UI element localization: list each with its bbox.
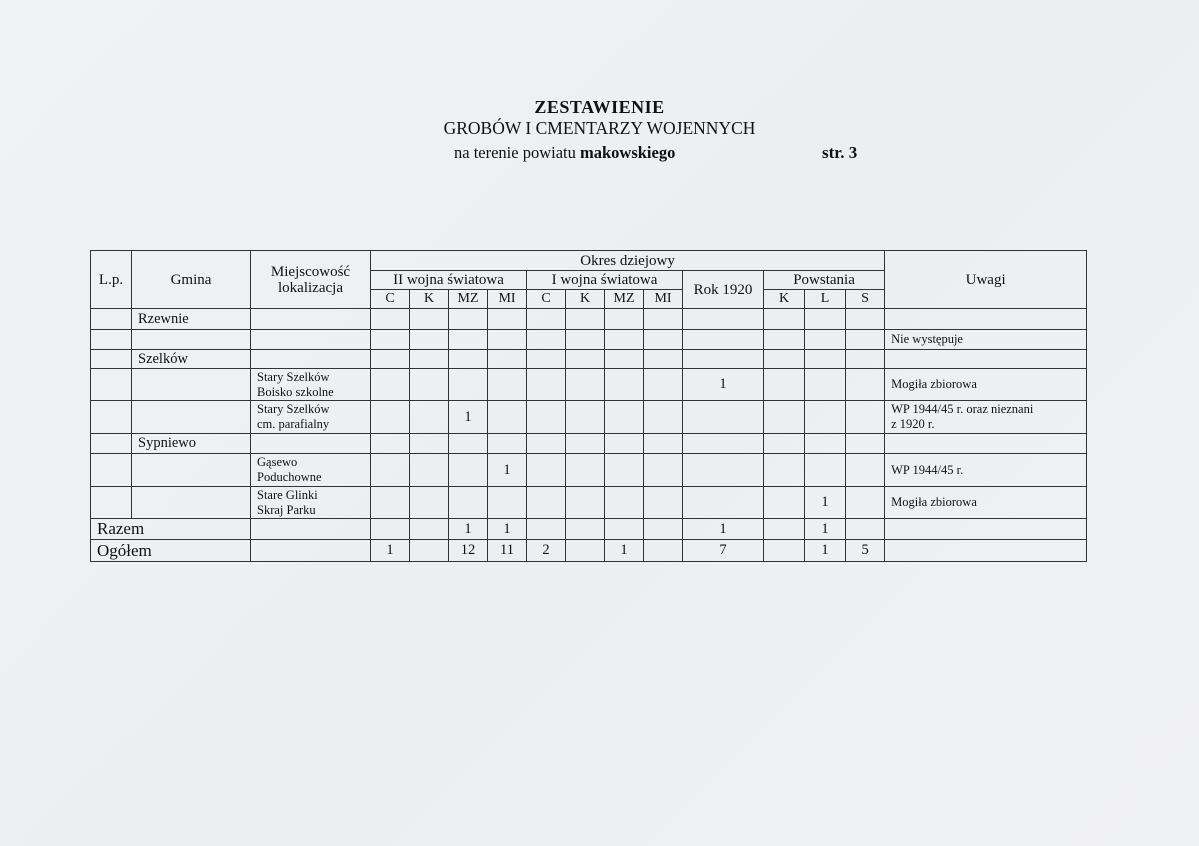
cell-count — [605, 330, 644, 350]
cell-count: 1 — [683, 369, 764, 401]
cell-count — [805, 350, 846, 369]
cell-gmina: Szelków — [132, 350, 251, 369]
cell-count — [371, 350, 410, 369]
cell-lp — [91, 369, 132, 401]
location-line1: Stary Szelków — [257, 369, 330, 384]
uwagi-line1: WP 1944/45 r. oraz nieznani — [891, 402, 1034, 416]
ogolem-count — [644, 540, 683, 562]
uwagi-line1: Mogiła zbiorowa — [891, 377, 977, 391]
cell-count — [683, 350, 764, 369]
cell-count — [644, 454, 683, 487]
cell-count — [527, 434, 566, 454]
table-row — [91, 434, 1087, 454]
cell-count — [566, 350, 605, 369]
cell-lp — [91, 330, 132, 350]
location-line2: cm. parafialny — [257, 417, 330, 431]
uwagi-line2: z 1920 r. — [891, 417, 935, 431]
cell-count — [605, 434, 644, 454]
location-line2: Skraj Parku — [257, 502, 316, 517]
cell-count — [410, 401, 449, 434]
cell-count — [527, 454, 566, 487]
cell-uwagi — [885, 540, 1087, 562]
location-line1: Gąsewo — [257, 455, 298, 469]
razem-count — [566, 519, 605, 540]
cell-gmina — [132, 401, 251, 434]
cell-miejscowosc — [251, 369, 371, 401]
razem-count — [846, 519, 885, 540]
location-line2: Boisko szkolne — [257, 384, 334, 399]
header-sub-ww2-mz: MZ — [449, 290, 488, 309]
cell-miejscowosc — [251, 401, 371, 434]
cell-count — [410, 454, 449, 487]
ogolem-count: 11 — [488, 540, 527, 562]
cell-count — [846, 454, 885, 487]
ogolem-count: 1 — [605, 540, 644, 562]
header-sub-ww2-k: K — [410, 290, 449, 309]
cell-count — [683, 309, 764, 330]
cell-count — [410, 434, 449, 454]
ogolem-count: 1 — [371, 540, 410, 562]
cell-count — [449, 454, 488, 487]
cell-count — [371, 487, 410, 519]
cell-count — [566, 309, 605, 330]
cell-count — [410, 309, 449, 330]
area-name: makowskiego — [580, 143, 676, 162]
cell-count — [805, 369, 846, 401]
razem-count — [605, 519, 644, 540]
ogolem-count — [410, 540, 449, 562]
cell-count — [683, 330, 764, 350]
header-miejscowosc — [251, 251, 371, 309]
cell-miejscowosc — [251, 454, 371, 487]
ogolem-count — [566, 540, 605, 562]
uwagi-line1: WP 1944/45 r. — [891, 462, 964, 477]
razem-count — [371, 519, 410, 540]
cell-count — [605, 309, 644, 330]
cell-count: 1 — [805, 487, 846, 519]
cell-count — [605, 369, 644, 401]
cell-count — [371, 369, 410, 401]
razem-row — [91, 519, 1087, 540]
ogolem-row — [91, 540, 1087, 562]
razem-count — [527, 519, 566, 540]
cell-count — [527, 487, 566, 519]
cell-uwagi — [885, 350, 1087, 369]
ogolem-count — [764, 540, 805, 562]
uwagi-line1: Mogiła zbiorowa — [891, 495, 977, 509]
header-sub-ww1-c: C — [527, 290, 566, 309]
cell-count — [488, 309, 527, 330]
cell-count — [846, 309, 885, 330]
cell-uwagi — [885, 519, 1087, 540]
cell-count — [566, 369, 605, 401]
header-uwagi: Uwagi — [885, 251, 1087, 309]
cell-count — [488, 434, 527, 454]
cell-gmina — [132, 330, 251, 350]
graves-table — [90, 250, 1087, 562]
cell-uwagi — [885, 369, 1087, 401]
cell-count — [805, 401, 846, 434]
razem-count — [644, 519, 683, 540]
cell-count — [764, 309, 805, 330]
cell-count — [488, 401, 527, 434]
header-lp: L.p. — [91, 251, 132, 309]
page-number: str. 3 — [822, 143, 858, 162]
cell-miejscowosc — [251, 350, 371, 369]
cell-count — [566, 454, 605, 487]
cell-count — [764, 330, 805, 350]
cell-count — [410, 330, 449, 350]
cell-count — [764, 434, 805, 454]
cell-miejscowosc — [251, 487, 371, 519]
ogolem-count: 7 — [683, 540, 764, 562]
cell-count — [764, 369, 805, 401]
cell-count — [410, 369, 449, 401]
cell-uwagi — [885, 434, 1087, 454]
cell-count — [683, 487, 764, 519]
ogolem-label: Ogółem — [91, 540, 251, 562]
cell-count — [488, 487, 527, 519]
cell-count — [644, 487, 683, 519]
ogolem-count: 1 — [805, 540, 846, 562]
document-area — [454, 143, 675, 163]
table-row — [91, 309, 1087, 330]
cell-count — [644, 434, 683, 454]
uwagi-line1: Nie występuje — [891, 332, 963, 346]
table-row — [91, 330, 1087, 350]
cell-count — [644, 350, 683, 369]
cell-count — [805, 434, 846, 454]
cell-count — [846, 350, 885, 369]
cell-count — [683, 454, 764, 487]
header-powstania: Powstania — [764, 271, 885, 290]
cell-count — [805, 330, 846, 350]
header-ww1: I wojna światowa — [527, 271, 683, 290]
cell-gmina — [132, 487, 251, 519]
razem-count — [410, 519, 449, 540]
header-sub-pow-l: L — [805, 290, 846, 309]
cell-count — [449, 369, 488, 401]
cell-lp — [91, 309, 132, 330]
cell-count — [527, 330, 566, 350]
cell-miejscowosc — [251, 330, 371, 350]
cell-count — [846, 369, 885, 401]
header-sub-ww2-c: C — [371, 290, 410, 309]
header-ww2: II wojna światowa — [371, 271, 527, 290]
cell-count — [683, 434, 764, 454]
cell-gmina — [132, 454, 251, 487]
cell-uwagi — [885, 330, 1087, 350]
header-okres: Okres dziejowy — [371, 251, 885, 271]
header-sub-ww2-mi: MI — [488, 290, 527, 309]
cell-count — [846, 434, 885, 454]
cell-count — [527, 401, 566, 434]
cell-count — [449, 434, 488, 454]
cell-count — [527, 369, 566, 401]
cell-gmina: Rzewnie — [132, 309, 251, 330]
header-miejscowosc-line1: Miejscowość — [270, 263, 351, 280]
razem-count: 1 — [805, 519, 846, 540]
cell-count — [764, 401, 805, 434]
cell-miejscowosc — [251, 519, 371, 540]
header-gmina: Gmina — [132, 251, 251, 309]
ogolem-count: 12 — [449, 540, 488, 562]
cell-lp — [91, 454, 132, 487]
header-rok1920: Rok 1920 — [683, 271, 764, 309]
cell-count — [764, 350, 805, 369]
table-row — [91, 369, 1087, 401]
cell-lp — [91, 401, 132, 434]
cell-count — [846, 330, 885, 350]
location-line2: Poduchowne — [257, 470, 322, 484]
table-row — [91, 454, 1087, 487]
cell-lp — [91, 434, 132, 454]
cell-count — [605, 454, 644, 487]
cell-count — [566, 401, 605, 434]
header-miejscowosc-line2: lokalizacja — [278, 279, 343, 296]
cell-count — [410, 350, 449, 369]
cell-miejscowosc — [251, 309, 371, 330]
cell-count: 1 — [488, 454, 527, 487]
cell-uwagi — [885, 487, 1087, 519]
cell-count — [449, 350, 488, 369]
cell-count — [527, 309, 566, 330]
cell-count — [371, 330, 410, 350]
cell-count — [764, 487, 805, 519]
cell-lp — [91, 350, 132, 369]
razem-count: 1 — [488, 519, 527, 540]
cell-count — [488, 369, 527, 401]
cell-count — [644, 369, 683, 401]
cell-gmina: Sypniewo — [132, 434, 251, 454]
cell-count — [566, 487, 605, 519]
cell-uwagi — [885, 454, 1087, 487]
cell-miejscowosc — [251, 434, 371, 454]
cell-count — [605, 401, 644, 434]
cell-count — [566, 330, 605, 350]
header-sub-pow-s: S — [846, 290, 885, 309]
cell-uwagi — [885, 309, 1087, 330]
cell-count — [449, 309, 488, 330]
cell-count — [371, 454, 410, 487]
area-prefix: na terenie powiatu — [454, 143, 576, 162]
header-sub-ww1-mz: MZ — [605, 290, 644, 309]
cell-gmina — [132, 369, 251, 401]
cell-count — [527, 350, 566, 369]
cell-count — [644, 330, 683, 350]
cell-count — [488, 350, 527, 369]
cell-count — [846, 401, 885, 434]
cell-miejscowosc — [251, 540, 371, 562]
razem-label: Razem — [91, 519, 251, 540]
ogolem-count: 2 — [527, 540, 566, 562]
cell-count — [371, 434, 410, 454]
cell-count — [449, 487, 488, 519]
cell-count — [683, 401, 764, 434]
cell-lp — [91, 487, 132, 519]
cell-count — [605, 350, 644, 369]
cell-count — [449, 330, 488, 350]
cell-count — [371, 309, 410, 330]
cell-count — [644, 309, 683, 330]
document-title: ZESTAWIENIE — [534, 97, 665, 117]
cell-count — [371, 401, 410, 434]
location-line1: Stary Szelków — [257, 402, 330, 416]
cell-count — [846, 487, 885, 519]
header-sub-pow-k: K — [764, 290, 805, 309]
razem-count: 1 — [449, 519, 488, 540]
cell-count — [805, 309, 846, 330]
razem-count — [764, 519, 805, 540]
cell-count — [644, 401, 683, 434]
location-line1: Stare Glinki — [257, 487, 318, 502]
ogolem-count: 5 — [846, 540, 885, 562]
table-row — [91, 487, 1087, 519]
cell-count — [566, 434, 605, 454]
cell-count — [805, 454, 846, 487]
cell-count — [605, 487, 644, 519]
cell-count — [488, 330, 527, 350]
table-row — [91, 350, 1087, 369]
cell-count — [410, 487, 449, 519]
document-subtitle: GROBÓW I CMENTARZY WOJENNYCH — [443, 118, 756, 138]
cell-count: 1 — [449, 401, 488, 434]
header-sub-ww1-k: K — [566, 290, 605, 309]
cell-uwagi — [885, 401, 1087, 434]
header-sub-ww1-mi: MI — [644, 290, 683, 309]
razem-count: 1 — [683, 519, 764, 540]
cell-count — [764, 454, 805, 487]
table-row — [91, 401, 1087, 434]
